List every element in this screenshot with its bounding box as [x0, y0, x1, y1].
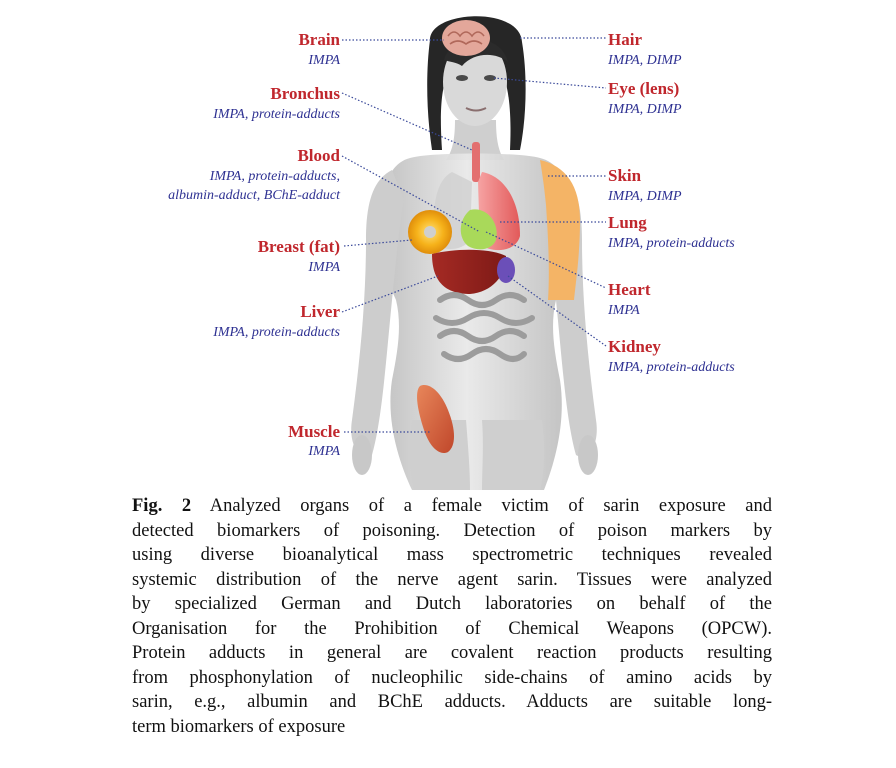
caption-line-1: Fig. 2 Analyzed organs of a female victim of sarin exposure and — [132, 496, 772, 516]
heart-markers: IMPA — [608, 303, 640, 318]
liver-markers: IMPA, protein-adducts — [213, 325, 340, 340]
hair-label: Hair — [608, 30, 642, 49]
brain-label: Brain — [298, 30, 340, 49]
skin-markers: IMPA, DIMP — [608, 189, 682, 204]
breast-markers: IMPA — [308, 260, 340, 275]
figure-label: Fig. 2 — [132, 496, 192, 516]
eye-markers: IMPA, DIMP — [608, 102, 682, 117]
brain-markers: IMPA — [308, 53, 340, 68]
eye-label: Eye (lens) — [608, 79, 680, 98]
skin-label: Skin — [608, 166, 642, 185]
figure-caption — [132, 494, 772, 739]
caption-line-3: using diverse bioanalytical mass spectrometric techniques revealed — [132, 545, 772, 565]
liver-label: Liver — [300, 302, 340, 321]
kidney-organ — [497, 257, 515, 283]
breast-label: Breast (fat) — [257, 237, 340, 256]
lung-markers: IMPA, protein-adducts — [608, 236, 735, 251]
caption-line-6: Organisation for the Prohibition of Chemical Weapons (OPCW). — [132, 618, 772, 639]
caption-line-7: Protein adducts in general are covalent reaction products resulting — [132, 643, 772, 663]
blood-label: Blood — [297, 146, 340, 165]
blood-markers-1: IMPA, protein-adducts, — [209, 169, 340, 184]
bronchus-organ — [472, 142, 480, 182]
hair-markers: IMPA, DIMP — [608, 53, 682, 68]
caption-line-4: systemic distribution of the nerve agent sarin. Tissues were analyzed — [132, 569, 772, 590]
right-hand — [578, 435, 598, 475]
kidney-markers: IMPA, protein-adducts — [608, 360, 735, 375]
bronchus-markers: IMPA, protein-adducts — [213, 107, 340, 122]
caption-line-9: sarin, e.g., albumin and BChE adducts. Adducts are suitable long- — [132, 692, 772, 712]
caption-line-10: term biomarkers of exposure — [132, 716, 346, 737]
bronchus-label: Bronchus — [270, 84, 340, 103]
brain-organ — [442, 20, 490, 56]
kidney-label: Kidney — [608, 337, 661, 356]
blood-markers-2: albumin-adduct, BChE-adduct — [168, 188, 340, 203]
right-leg-shape — [482, 420, 544, 490]
heart-label: Heart — [608, 280, 651, 299]
caption-line-5: by specialized German and Dutch laboratories on behalf of the — [132, 594, 772, 614]
muscle-markers: IMPA — [308, 444, 340, 459]
muscle-label: Muscle — [288, 422, 340, 441]
caption-line-2: detected biomarkers of poisoning. Detection of poison markers by — [132, 520, 772, 541]
left-hand — [352, 435, 372, 475]
left-eye — [456, 75, 468, 81]
lung-label: Lung — [608, 213, 647, 232]
caption-line-8: from phosphonylation of nucleophilic side-chains of amino acids by — [132, 667, 772, 688]
